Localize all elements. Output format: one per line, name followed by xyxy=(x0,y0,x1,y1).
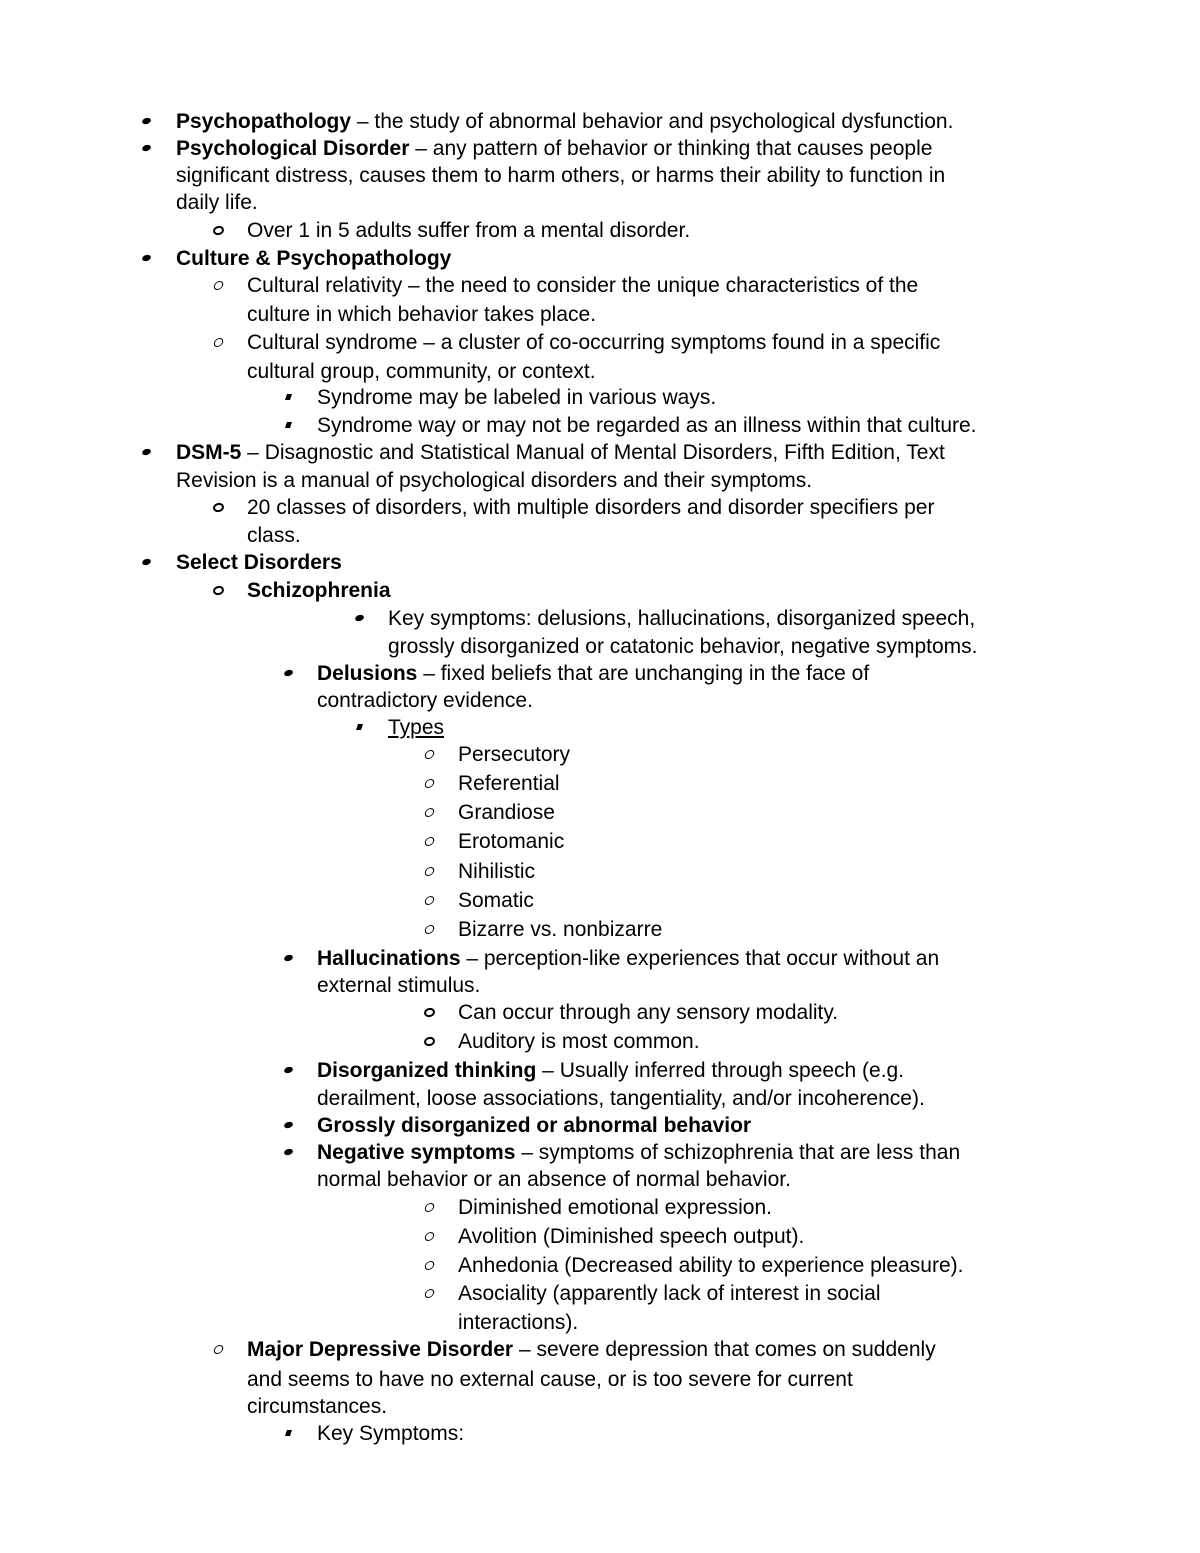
hollow-bullet-icon xyxy=(420,832,438,850)
disc-bullet-icon xyxy=(279,949,297,967)
outline-line xyxy=(247,301,596,328)
body-text: Key Symptoms: xyxy=(317,1422,465,1445)
disc-bullet-icon xyxy=(137,443,155,461)
body-text: class. xyxy=(247,524,301,547)
outline-line xyxy=(176,245,451,272)
outline-line xyxy=(317,412,977,439)
body-text: Cultural syndrome – a cluster of co-occurring symptoms found in a specific xyxy=(247,331,941,354)
hollow-bullet-icon xyxy=(420,774,438,792)
body-text: external stimulus. xyxy=(317,974,481,997)
outline-line xyxy=(317,945,939,972)
bold-term: Schizophrenia xyxy=(247,579,391,602)
body-text: – fixed beliefs that are unchanging in the face of xyxy=(417,662,870,685)
body-text: grossly disorganized or catatonic behavior, negative symptoms. xyxy=(388,635,978,658)
body-text: Diminished emotional expression. xyxy=(458,1196,772,1219)
hollow-bullet-icon xyxy=(420,1256,438,1274)
body-text: Persecutory xyxy=(458,743,571,766)
body-text: cultural group, community, or context. xyxy=(247,360,596,383)
disc-bullet-icon xyxy=(279,1116,297,1134)
body-text: Nihilistic xyxy=(458,860,536,883)
outline-line xyxy=(317,384,716,411)
bold-term: Culture & Psychopathology xyxy=(176,247,452,270)
bold-term: DSM-5 xyxy=(176,441,242,464)
ring-bullet-icon xyxy=(209,498,227,516)
ring-bullet-icon xyxy=(209,581,227,599)
body-text: – Usually inferred through speech (e.g. xyxy=(536,1059,905,1082)
body-text: Auditory is most common. xyxy=(458,1030,700,1053)
body-text: Asociality (apparently lack of interest in social xyxy=(458,1282,881,1305)
outline-line xyxy=(247,272,918,299)
outline-line xyxy=(176,439,945,466)
body-text: and seems to have no external cause, or is too severe for current xyxy=(247,1368,853,1391)
disc-bullet-icon xyxy=(279,1143,297,1161)
outline-line xyxy=(247,217,690,244)
outline-line xyxy=(247,1366,853,1393)
body-text: – Disagnostic and Statistical Manual of Mental Disorders, Fifth Edition, Text xyxy=(241,441,945,464)
disc-bullet-icon xyxy=(137,249,155,267)
outline-line xyxy=(388,633,977,660)
hollow-bullet-icon xyxy=(420,1284,438,1302)
body-text: Grandiose xyxy=(458,801,555,824)
body-text: Erotomanic xyxy=(458,830,565,853)
body-text: – any pattern of behavior or thinking that causes people xyxy=(409,137,933,160)
outline-line xyxy=(247,577,391,604)
body-text: Can occur through any sensory modality. xyxy=(458,1001,839,1024)
bold-term: Psychological Disorder xyxy=(176,137,410,160)
outline-line xyxy=(176,108,953,135)
outline-line xyxy=(317,1112,751,1139)
underlined-text: Types xyxy=(388,716,445,739)
outline-line xyxy=(247,1393,387,1420)
disc-bullet-icon xyxy=(279,664,297,682)
outline-line xyxy=(317,972,480,999)
hollow-bullet-icon xyxy=(209,276,227,294)
outline-line xyxy=(458,1194,772,1221)
body-text: interactions). xyxy=(458,1311,579,1334)
outline-line xyxy=(458,858,535,885)
hollow-bullet-icon xyxy=(420,891,438,909)
body-text: Anhedonia (Decreased ability to experience pleasure). xyxy=(458,1254,964,1277)
hollow-bullet-icon xyxy=(420,803,438,821)
body-text: significant distress, causes them to harm others, or harms their ability to function in xyxy=(176,164,946,187)
body-text: Key symptoms: delusions, hallucinations, disorganized speech, xyxy=(388,607,976,630)
body-text: daily life. xyxy=(176,191,258,214)
square-bullet-icon xyxy=(279,388,297,406)
outline-line xyxy=(388,714,444,741)
square-bullet-icon xyxy=(279,416,297,434)
bold-term: Disorganized thinking xyxy=(317,1059,537,1082)
body-text: Over 1 in 5 adults suffer from a mental disorder. xyxy=(247,219,691,242)
square-bullet-icon xyxy=(350,718,368,736)
body-text: Bizarre vs. nonbizarre xyxy=(458,918,663,941)
body-text: – perception-like experiences that occur without an xyxy=(460,947,940,970)
outline-line xyxy=(176,549,342,576)
outline-line xyxy=(317,1085,925,1112)
disc-bullet-icon xyxy=(137,553,155,571)
disc-bullet-icon xyxy=(137,139,155,157)
disc-bullet-icon xyxy=(137,112,155,130)
ring-bullet-icon xyxy=(420,1003,438,1021)
body-text: Somatic xyxy=(458,889,534,912)
outline-line xyxy=(458,1028,700,1055)
outline-line xyxy=(176,162,945,189)
body-text: – the study of abnormal behavior and psychological dysfunction. xyxy=(351,110,954,133)
body-text: normal behavior or an absence of normal behavior. xyxy=(317,1168,791,1191)
body-text: contradictory evidence. xyxy=(317,689,533,712)
hollow-bullet-icon xyxy=(420,920,438,938)
square-bullet-icon xyxy=(279,1424,297,1442)
bold-term: Delusions xyxy=(317,662,418,685)
body-text: Referential xyxy=(458,772,560,795)
outline-line xyxy=(176,189,258,216)
outline-line xyxy=(458,770,560,797)
body-text: Avolition (Diminished speech output). xyxy=(458,1225,805,1248)
body-text: – symptoms of schizophrenia that are less than xyxy=(515,1141,961,1164)
outline-line xyxy=(317,687,533,714)
outline-line xyxy=(247,1336,936,1363)
outline-line xyxy=(317,1139,960,1166)
outline-line xyxy=(458,999,838,1026)
bold-term: Negative symptoms xyxy=(317,1141,516,1164)
ring-bullet-icon xyxy=(209,221,227,239)
body-text: culture in which behavior takes place. xyxy=(247,303,597,326)
outline-line xyxy=(458,828,564,855)
outline-line xyxy=(317,1420,464,1447)
hollow-bullet-icon xyxy=(420,1227,438,1245)
bold-term: Hallucinations xyxy=(317,947,461,970)
bold-term: Grossly disorganized or abnormal behavior xyxy=(317,1114,752,1137)
body-text: derailment, loose associations, tangentiality, and/or incoherence). xyxy=(317,1087,925,1110)
outline-line xyxy=(388,605,975,632)
disc-bullet-icon xyxy=(350,609,368,627)
outline-line xyxy=(247,329,940,356)
body-text: Syndrome may be labeled in various ways. xyxy=(317,386,717,409)
outline-line xyxy=(458,1223,804,1250)
body-text: circumstances. xyxy=(247,1395,388,1418)
outline-line xyxy=(176,467,812,494)
outline-line xyxy=(458,1280,881,1307)
outline-line xyxy=(247,522,301,549)
body-text: 20 classes of disorders, with multiple disorders and disorder specifiers per xyxy=(247,496,935,519)
outline-line xyxy=(458,1252,963,1279)
outline-line xyxy=(247,358,596,385)
outline-line xyxy=(176,135,932,162)
outline-line xyxy=(317,1057,904,1084)
bold-term: Psychopathology xyxy=(176,110,352,133)
body-text: Syndrome way or may not be regarded as an illness within that culture. xyxy=(317,414,977,437)
outline-line xyxy=(458,916,662,943)
hollow-bullet-icon xyxy=(420,745,438,763)
outline-line xyxy=(317,1166,791,1193)
body-text: Revision is a manual of psychological disorders and their symptoms. xyxy=(176,469,813,492)
hollow-bullet-icon xyxy=(420,1198,438,1216)
outline-line xyxy=(458,887,534,914)
outline-line xyxy=(317,660,869,687)
bold-term: Major Depressive Disorder xyxy=(247,1338,514,1361)
outline-line xyxy=(458,799,555,826)
hollow-bullet-icon xyxy=(209,333,227,351)
disc-bullet-icon xyxy=(279,1061,297,1079)
body-text: – severe depression that comes on suddenly xyxy=(513,1338,936,1361)
hollow-bullet-icon xyxy=(209,1340,227,1358)
outline-line xyxy=(458,741,570,768)
body-text: Cultural relativity – the need to consider the unique characteristics of the xyxy=(247,274,919,297)
ring-bullet-icon xyxy=(420,1032,438,1050)
bold-term: Select Disorders xyxy=(176,551,342,574)
outline-line xyxy=(458,1309,578,1336)
outline-line xyxy=(247,494,934,521)
hollow-bullet-icon xyxy=(420,862,438,880)
